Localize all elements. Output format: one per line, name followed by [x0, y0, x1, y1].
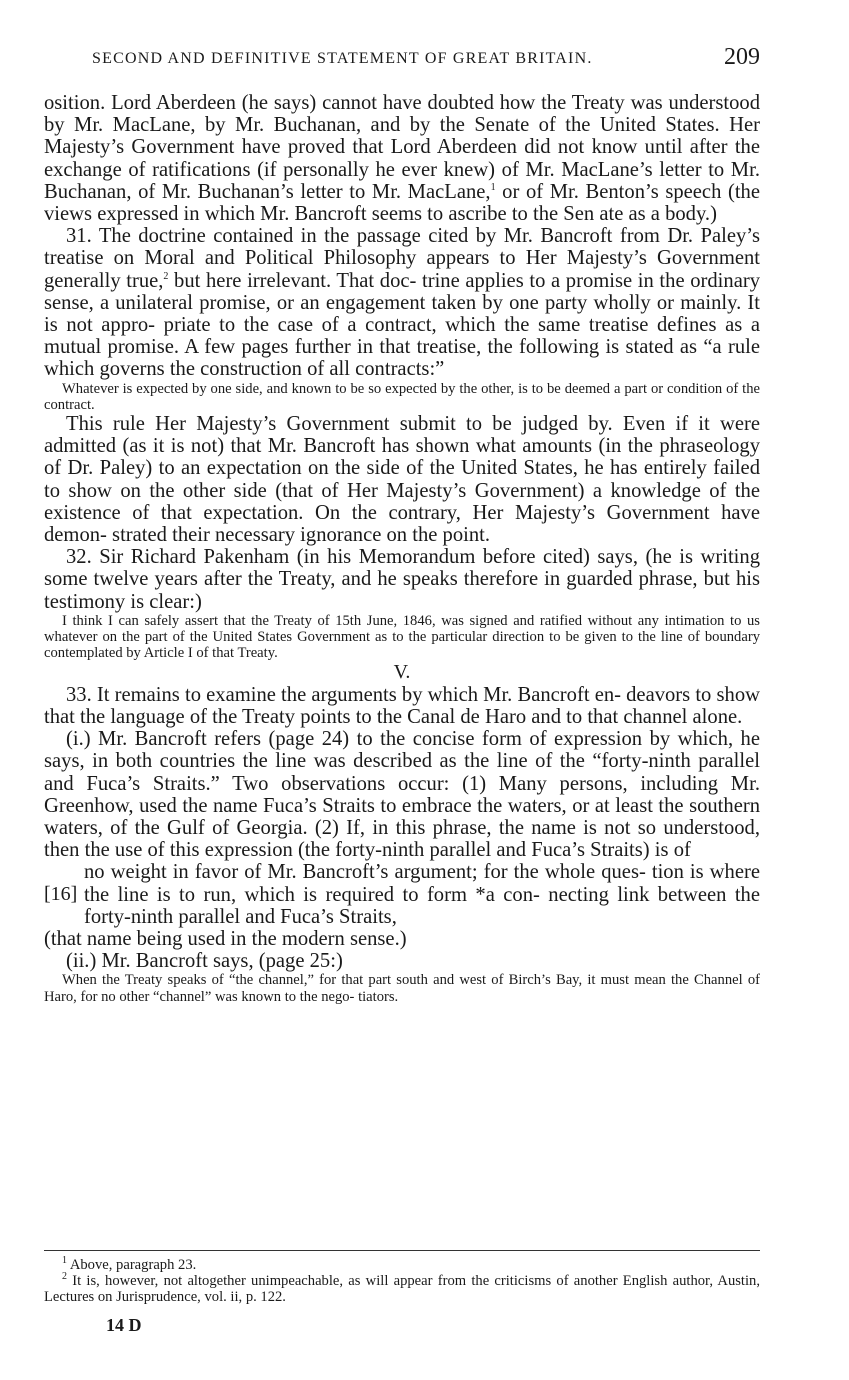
printer-signature: 14 D	[106, 1315, 142, 1335]
footnote-text: It is, however, not altogether unimpeachable, as will appear from the criticisms of another English author, Austin, Lectures on Jurisprudence, vol. ii, p. 122.	[44, 1273, 760, 1306]
paragraph-32: 32. Sir Richard Pakenham (in his Memorandum before cited) says, (he is writing some twelve years after the Treaty, and he speaks therefore in guarded phrase, but his testimony is clear:)	[44, 546, 760, 613]
header-title: SECOND AND DEFINITIVE STATEMENT OF GREAT BRITAIN.	[92, 50, 593, 67]
paragraph-text: but here irrelevant. That doc- trine applies to a promise in the ordinary sense, a unilateral promise, or an engagement taken by one party wholly or mainly. It is not appro- priate to the case of a contract, which the same treatise defines as a mutual promise. A few pages further in that treatise, the following is stated as “a rule which governs the construction of all contracts:”	[44, 269, 760, 381]
paragraph-33-ii: (ii.) Mr. Bancroft says, (page 25:)	[66, 950, 343, 973]
block-quote-channel: When the Treaty speaks of “the channel,” for that part south and west of Birch’s Bay, it must mean the Channel of Haro, for no other “channel” was known to the nego- tiators.	[44, 972, 760, 1005]
footnote-ref-1[interactable]: 1	[490, 181, 496, 193]
paragraph-rule: This rule Her Majesty’s Government submit to be judged by. Even if it were admitted (as it is not) that Mr. Bancroft has shown what amounts (in the phraseology of Dr. Paley) to an expectation on the side of the United States, he has entirely failed to show on the other side (that of Her Majesty’s Government) a knowledge of the existence of that expectation. On the contrary, Her Majesty’s Government have demon- strated their necessary ignorance on the point.	[44, 413, 760, 547]
footnote-mark-2: 2	[62, 1271, 67, 1283]
page-number: 209	[724, 44, 760, 70]
paragraph-33: 33. It remains to examine the arguments by which Mr. Bancroft en- deavors to show that the language of the Treaty points to the Canal de Haro and to that channel alone.	[44, 683, 760, 728]
running-header	[92, 44, 760, 70]
footnote-1	[44, 1257, 760, 1273]
paragraph-33-i-hanging: no weight in favor of Mr. Bancroft’s argument; for the whole ques- tion is where the line is to run, which is required to form *a con- necting link between the forty-ninth parallel and Fuca’s Straits,	[84, 861, 760, 928]
paragraph-33-i-end: (that name being used in the modern sense.)	[44, 927, 407, 950]
paragraph-text: 31. The doctrine contained in the passage cited by Mr. Bancroft from Dr. Paley’s treatise on Moral and Political Philosophy appears to Her Majesty’s Government generally true,	[44, 225, 760, 292]
section-heading: V.	[393, 661, 411, 684]
block-quote-pakenham: I think I can safely assert that the Treaty of 15th June, 1846, was signed and ratified without any intimation to us whatever on the part of the United States Government as to the particular direction to be given to the line of boundary contemplated by Article I of that Treaty.	[44, 612, 760, 662]
footnote-2	[44, 1273, 760, 1305]
paragraph-31	[44, 225, 760, 380]
marginal-block	[44, 861, 760, 928]
marginal-page-ref: [16]	[44, 883, 78, 906]
footnote-ref-2[interactable]: 2	[163, 270, 169, 282]
block-quote-paley: Whatever is expected by one side, and known to be so expected by the other, is to be deemed a part or condition of the contract.	[44, 380, 760, 413]
paragraph-continuation	[44, 92, 760, 225]
main-text	[44, 92, 760, 1005]
footnote-text: Above, paragraph 23.	[67, 1257, 197, 1273]
footnote-mark-1: 1	[62, 1255, 67, 1267]
paragraph-text: osition. Lord Aberdeen (he says) cannot have doubted how the Treaty was understood by Mr. MacLane, by Mr. Buchanan, and by the Senate of the United States. Her Majesty’s Government have proved that Lord Aberdeen did not know until after the exchange of ratifications (if personally he ever knew) of Mr. MacLane’s letter to Mr. Buchanan, of Mr. Buchanan’s letter to Mr. MacLane,	[44, 92, 760, 203]
paragraph-text: or of Mr. Benton’s speech (the views expressed in which Mr. Bancroft seems to ascribe to the Sen ate as a body.)	[44, 180, 760, 226]
footnotes	[44, 1250, 760, 1306]
paragraph-33-i: (i.) Mr. Bancroft refers (page 24) to the concise form of expression by which, he says, in both countries the line was described as the line of the “forty-ninth parallel and Fuca’s Straits.” Two observations occur: (1) Many persons, including Mr. Greenhow, used the name Fuca’s Straits to embrace the waters, or at least the southern waters, of the Gulf of Georgia. (2) If, in this phrase, the name is not so understood, then the use of this expression (the forty-ninth parallel and Fuca’s Straits) is of	[44, 728, 760, 862]
